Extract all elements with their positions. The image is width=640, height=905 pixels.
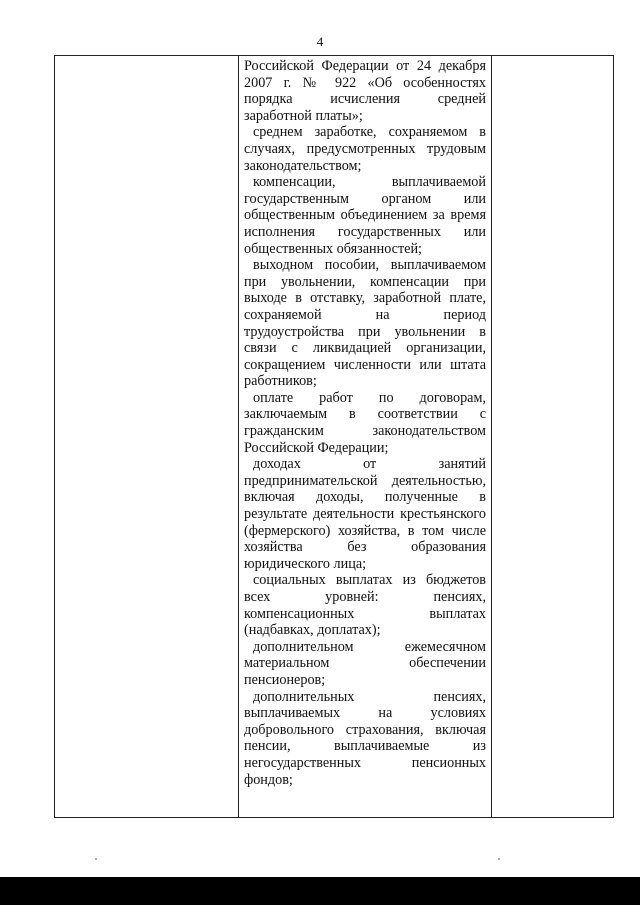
scan-speck bbox=[498, 858, 500, 860]
paragraph-regulation-reference: Российской Федерации от 24 декабря 2007 г. № 922 «Об особенностях порядка исчисления средней заработной платы»; bbox=[244, 58, 486, 124]
paragraph-social-payments: социальных выплатах из бюджетов всех уровней: пенсиях, компенсационных выплатах (надбавках, доплатах); bbox=[244, 572, 486, 639]
paragraph-monthly-support: дополнительном ежемесячном материальном обеспечении пенсионеров; bbox=[244, 638, 486, 688]
paragraph-additional-pensions: дополнительных пенсиях, выплачиваемых на условиях добровольного страхования, включая пенсии, выплачиваемые из негосударственных пенсионных фондов; bbox=[244, 688, 486, 788]
scan-speck bbox=[95, 858, 97, 860]
column-divider-left bbox=[238, 56, 239, 817]
scan-bottom-edge bbox=[0, 877, 640, 905]
paragraph-compensation: компенсации, выплачиваемой государственным органом или общественным объединением за время исполнения государственных или общественных обязанностей; bbox=[244, 174, 486, 257]
paragraph-business-income: доходах от занятий предпринимательской деятельностью, включая доходы, полученные в результате деятельности крестьянского (фермерского) хозяйства, в том числе хозяйства без образования юридического лица; bbox=[244, 456, 486, 572]
column-divider-right bbox=[491, 56, 492, 817]
middle-column-cell bbox=[244, 58, 486, 788]
paragraph-severance-pay: выходном пособии, выплачиваемом при увольнении, компенсации при выходе в отставку, заработной плате, сохраняемой на период трудоустройства при увольнении в связи с ликвидацией организации, сокращением численности или штата работников; bbox=[244, 257, 486, 390]
paragraph-contract-work: оплате работ по договорам, заключаемым в соответствии с гражданским законодательством Российской Федерации; bbox=[244, 389, 486, 456]
paragraph-average-earnings: среднем заработке, сохраняемом в случаях, предусмотренных трудовым законодательством; bbox=[244, 124, 486, 174]
document-table bbox=[54, 55, 614, 818]
page-number: 4 bbox=[316, 34, 324, 49]
